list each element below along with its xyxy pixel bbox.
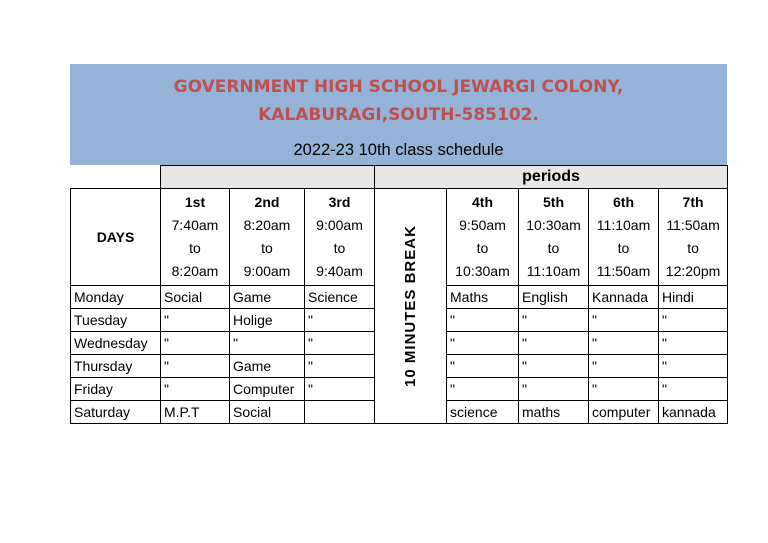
subject-cell: " (305, 355, 375, 378)
day-cell: Tuesday (71, 309, 161, 332)
period-times-row (71, 189, 728, 286)
subject-cell: " (659, 378, 728, 401)
period-4-header: 4th 9:50am to 10:30am (447, 189, 519, 286)
corner-cell (71, 166, 161, 189)
subject-cell: " (589, 355, 659, 378)
day-cell: Thursday (71, 355, 161, 378)
subject-cell: " (589, 332, 659, 355)
header-banner (70, 64, 727, 165)
subject-cell: computer (589, 401, 659, 424)
subject-cell: Game (230, 286, 305, 309)
subject-cell: " (161, 355, 230, 378)
subject-cell: English (519, 286, 589, 309)
subject-cell: " (589, 309, 659, 332)
subject-cell: " (519, 355, 589, 378)
subject-cell: maths (519, 401, 589, 424)
break-column (375, 189, 447, 424)
day-cell: Saturday (71, 401, 161, 424)
period-1-header: 1st 7:40am to 8:20am (161, 189, 230, 286)
day-cell: Wednesday (71, 332, 161, 355)
subject-cell: " (659, 309, 728, 332)
subject-cell: " (161, 332, 230, 355)
subject-cell: " (519, 332, 589, 355)
timetable-grid (70, 165, 728, 424)
subject-cell: Social (161, 286, 230, 309)
school-title: GOVERNMENT HIGH SCHOOL JEWARGI COLONY, KALABURAGI,SOUTH-585102. (173, 77, 624, 125)
subject-cell: Kannada (589, 286, 659, 309)
subject-cell: science (447, 401, 519, 424)
break-label: 10 MINUTES BREAK (401, 225, 419, 387)
subject-cell: Game (230, 355, 305, 378)
subject-cell: Holige (230, 309, 305, 332)
subject-cell: " (305, 309, 375, 332)
subject-cell: " (447, 355, 519, 378)
subject-cell: " (305, 378, 375, 401)
subject-cell: Hindi (659, 286, 728, 309)
subject-cell: " (305, 332, 375, 355)
subject-cell: " (447, 378, 519, 401)
days-label: DAYS (71, 189, 161, 286)
period-2-header: 2nd 8:20am to 9:00am (230, 189, 305, 286)
subject-cell: Maths (447, 286, 519, 309)
subject-cell: " (519, 309, 589, 332)
timetable (70, 165, 727, 432)
period-7-header: 7th 11:50am to 12:20pm (659, 189, 728, 286)
schedule-subtitle: 2022-23 10th class schedule (293, 141, 504, 159)
day-cell: Friday (71, 378, 161, 401)
subject-cell: M.P.T (161, 401, 230, 424)
subject-cell: kannada (659, 401, 728, 424)
subject-cell: " (447, 309, 519, 332)
subject-cell: " (659, 332, 728, 355)
period-6-header: 6th 11:10am to 11:50am (589, 189, 659, 286)
period-5-header: 5th 10:30am to 11:10am (519, 189, 589, 286)
subject-cell: " (230, 332, 305, 355)
subject-cell: Computer (230, 378, 305, 401)
period-3-header: 3rd 9:00am to 9:40am (305, 189, 375, 286)
subject-cell: " (161, 309, 230, 332)
periods-label: periods (375, 166, 728, 189)
subject-cell: " (519, 378, 589, 401)
day-cell: Monday (71, 286, 161, 309)
subject-cell: " (161, 378, 230, 401)
subject-cell (305, 401, 375, 424)
subject-cell: " (589, 378, 659, 401)
subject-cell: " (659, 355, 728, 378)
subject-cell: Social (230, 401, 305, 424)
periods-header-row (71, 166, 728, 189)
subject-cell: Science (305, 286, 375, 309)
subject-cell: " (447, 332, 519, 355)
periods-fill (161, 166, 375, 189)
